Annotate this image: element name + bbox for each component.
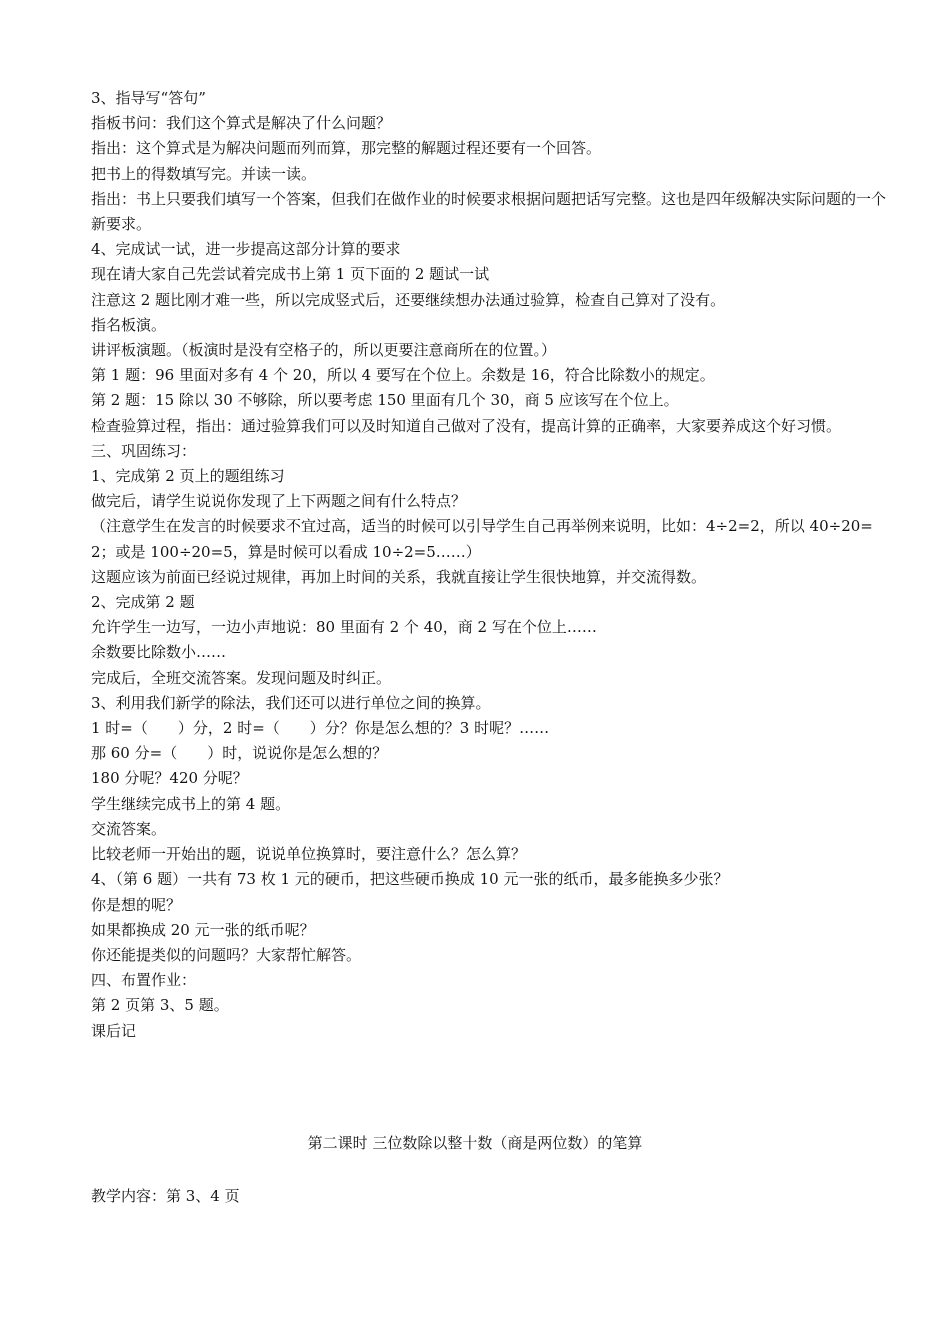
text-line: 学生继续完成书上的第 4 题。 <box>91 794 291 813</box>
lesson-content-line: 教学内容：第 3、4 页 <box>91 1187 240 1205</box>
lesson-title: 第二课时 三位数除以整十数（商是两位数）的笔算 <box>307 1134 643 1152</box>
text-line: 把书上的得数填写完。并读一读。 <box>91 164 317 183</box>
text-line: 4、（第 6 题）一共有 73 枚 1 元的硬币，把这些硬币换成 10 元一张的纸币，最多能换多少张？ <box>91 870 729 889</box>
text-line: 1 时=（ ）分，2 时=（ ）分？你是怎么想的？3 时呢？…… <box>91 719 550 738</box>
text-line: 4、完成试一试，进一步提高这部分计算的要求 <box>91 240 401 259</box>
text-line: 指出：这个算式是为解决问题而列而算，那完整的解题过程还要有一个回答。 <box>91 139 602 158</box>
text-line: 比较老师一开始出的题，说说单位换算时，要注意什么？怎么算？ <box>91 845 527 864</box>
lesson-body <box>91 86 886 1044</box>
section-heading: 三、巩固练习： <box>91 441 197 460</box>
text-line: 课后记 <box>91 1021 137 1040</box>
text-line: 第 2 页第 3、5 题。 <box>91 996 229 1015</box>
section-heading: 四、布置作业： <box>91 971 197 990</box>
text-line: 你是想的呢？ <box>91 895 182 914</box>
text-line: 注意这 2 题比刚才难一些，所以完成竖式后，还要继续想办法通过验算，检查自己算对了没有。 <box>91 290 726 309</box>
text-line: 指出：书上只要我们填写一个答案，但我们在做作业的时候要求根据问题把话写完整。这也是四年级解决实际问题的一个新要求。 <box>91 189 887 234</box>
text-line: 交流答案。 <box>91 819 167 838</box>
text-line: 讲评板演题。（板演时是没有空格子的，所以更要注意商所在的位置。） <box>91 341 557 360</box>
text-line: 指名板演。 <box>91 315 167 334</box>
text-line: 如果都换成 20 元一张的纸币呢？ <box>91 920 315 939</box>
text-line: 检查验算过程，指出：通过验算我们可以及时知道自己做对了没有，提高计算的正确率，大家要养成这个好习惯。 <box>91 416 842 435</box>
text-line: 3、利用我们新学的除法，我们还可以进行单位之间的换算。 <box>91 693 491 712</box>
text-line: 3、指导写“答句” <box>91 89 206 107</box>
text-line: 那 60 分=（ ）时，说说你是怎么想的？ <box>91 744 388 763</box>
text-line: 做完后，请学生说说你发现了上下两题之间有什么特点？ <box>91 492 467 511</box>
text-line: 这题应该为前面已经说过规律，再加上时间的关系，我就直接让学生很快地算，并交流得数。 <box>91 567 707 586</box>
text-line: 第 2 题：15 除以 30 不够除，所以要考虑 150 里面有几个 30，商 5 应该写在个位上。 <box>91 391 679 410</box>
text-line: 你还能提类似的问题吗？大家帮忙解答。 <box>91 945 362 964</box>
text-line: 允许学生一边写，一边小声地说：80 里面有 2 个 40，商 2 写在个位上…… <box>91 618 597 637</box>
text-line: 第 1 题：96 里面对多有 4 个 20，所以 4 要写在个位上。余数是 16，符合比除数小的规定。 <box>91 366 715 385</box>
text-line: 指板书问：我们这个算式是解决了什么问题？ <box>91 114 392 133</box>
text-line: 余数要比除数小…… <box>91 643 227 662</box>
text-line: 现在请大家自己先尝试着完成书上第 1 页下面的 2 题试一试 <box>91 265 490 284</box>
text-line: （注意学生在发言的时候要求不宜过高，适当的时候可以引导学生自己再举例来说明，比如：4÷2=2，所以 40÷20=2；或是 100÷20=5，算是时候可以看成 10÷2=5……） <box>91 517 873 561</box>
text-line: 2、完成第 2 题 <box>91 593 195 612</box>
text-line: 180 分呢？420 分呢？ <box>91 769 248 788</box>
text-line: 完成后，全班交流答案。发现问题及时纠正。 <box>91 668 392 687</box>
text-line: 1、完成第 2 页上的题组练习 <box>91 467 285 486</box>
